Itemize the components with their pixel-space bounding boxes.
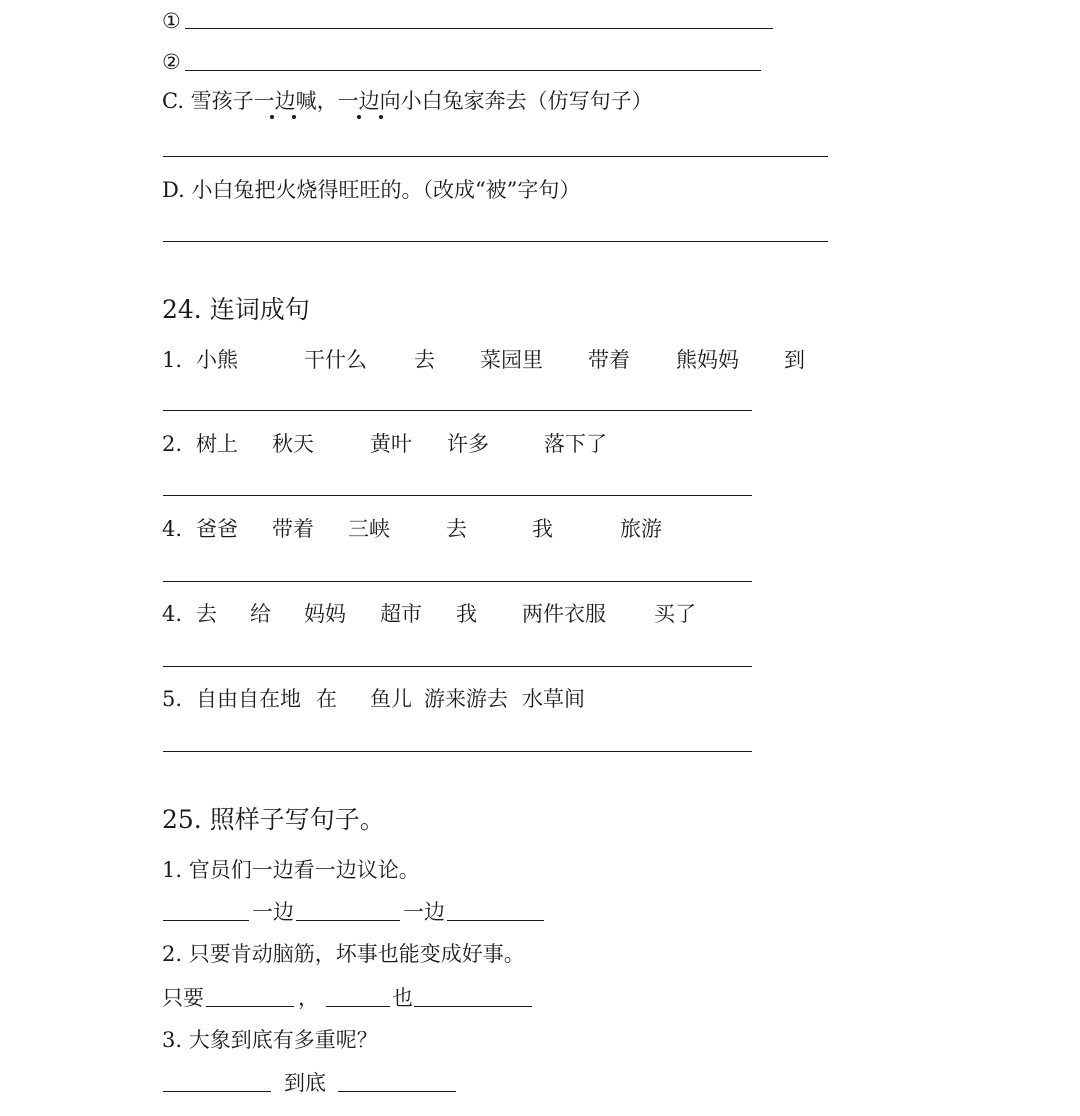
word-chip: 我 (532, 517, 553, 541)
fill-blank[interactable] (326, 1006, 390, 1007)
word-chip: 带着 (272, 517, 314, 541)
answer-line[interactable] (163, 241, 828, 242)
answer-line[interactable] (163, 410, 752, 411)
blank1-marker: ① (162, 9, 181, 33)
word-chip: 到 (784, 348, 805, 372)
fill-blank[interactable] (447, 920, 544, 921)
word-chip: 落下了 (544, 432, 607, 456)
word-chip: 干什么 (304, 348, 367, 372)
word-chip: 熊妈妈 (676, 348, 739, 372)
word-chip: 买了 (654, 602, 696, 626)
word-row (162, 517, 862, 541)
template-word: 一边 (252, 900, 294, 924)
word-chip: 带着 (588, 348, 630, 372)
word-chip: 两件衣服 (522, 602, 606, 626)
word-row (162, 432, 862, 456)
word-row (162, 687, 862, 711)
word-chip: 菜园里 (480, 348, 543, 372)
item-number: 4. (162, 602, 183, 626)
answer-line[interactable] (163, 495, 752, 496)
emphasis-dot (357, 115, 361, 119)
item-number: 5. (162, 687, 183, 711)
section-title-24: 24. 连词成句 (162, 295, 310, 324)
item-number: 4. (162, 517, 183, 541)
blank2-marker: ② (162, 50, 181, 74)
answer-line[interactable] (185, 70, 761, 71)
item-number: 1. (162, 348, 183, 372)
word-chip: 旅游 (620, 517, 662, 541)
fill-blank[interactable] (206, 1006, 294, 1007)
word-chip: 在 (316, 687, 337, 711)
word-chip: 游来游去 (424, 687, 508, 711)
word-chip: 去 (196, 602, 217, 626)
fill-blank[interactable] (296, 920, 400, 921)
emphasis-dot (379, 115, 383, 119)
fill-blank[interactable] (163, 1091, 271, 1092)
word-chip: 给 (250, 602, 271, 626)
template-word: 也 (392, 986, 413, 1010)
answer-line[interactable] (185, 28, 773, 29)
answer-line[interactable] (163, 751, 752, 752)
word-chip: 三峡 (348, 517, 390, 541)
word-chip: 自由自在地 (196, 687, 301, 711)
template-word: ， (298, 986, 319, 1010)
word-chip: 超市 (380, 602, 422, 626)
word-chip: 去 (414, 348, 435, 372)
word-chip: 妈妈 (304, 602, 346, 626)
question-c-text: C. 雪孩子一边喊，一边向小白兔家奔去（仿写句子） (162, 89, 653, 113)
word-chip: 小熊 (196, 348, 238, 372)
word-chip: 我 (456, 602, 477, 626)
answer-line[interactable] (163, 666, 752, 667)
answer-line[interactable] (163, 156, 828, 157)
answer-line[interactable] (163, 581, 752, 582)
template-word: 一边 (403, 900, 445, 924)
template-word: 只要 (162, 986, 204, 1010)
example-sentence-2: 2. 只要肯动脑筋，坏事也能变成好事。 (162, 942, 525, 966)
word-chip: 树上 (196, 432, 238, 456)
word-row (162, 348, 862, 372)
example-sentence-3: 3. 大象到底有多重呢？ (162, 1028, 378, 1052)
example-sentence-1: 1. 官员们一边看一边议论。 (162, 858, 420, 882)
emphasis-dot (292, 115, 296, 119)
emphasis-dot (270, 115, 274, 119)
word-chip: 水草间 (522, 687, 585, 711)
template-word: 到底 (284, 1071, 326, 1095)
word-chip: 秋天 (272, 432, 314, 456)
word-chip: 鱼儿 (370, 687, 412, 711)
word-chip: 许多 (447, 432, 489, 456)
fill-blank[interactable] (163, 920, 249, 921)
question-d-text: D. 小白兔把火烧得旺旺的。（改成“被”字句） (162, 178, 581, 202)
fill-blank[interactable] (338, 1091, 456, 1092)
word-chip: 爸爸 (196, 517, 238, 541)
section-title-25: 25. 照样子写句子。 (162, 805, 385, 834)
word-row (162, 602, 862, 626)
word-chip: 黄叶 (370, 432, 412, 456)
fill-blank[interactable] (414, 1006, 532, 1007)
item-number: 2. (162, 432, 183, 456)
word-chip: 去 (446, 517, 467, 541)
